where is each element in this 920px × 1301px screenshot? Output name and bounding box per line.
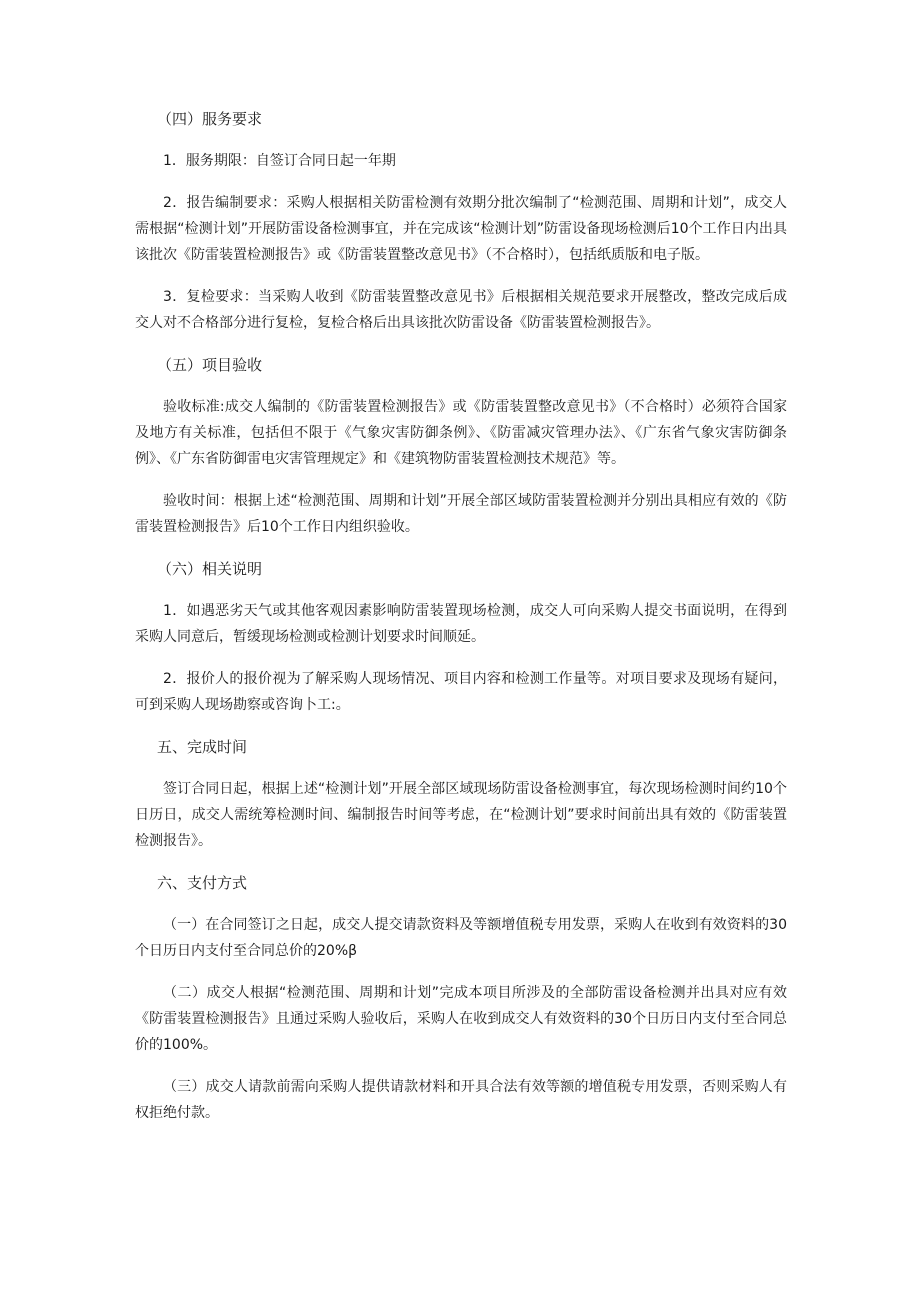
paragraph-payment-3: （三）成交人请款前需向采购人提供请款材料和开具合法有效等额的增值税专用发票，否则采购人有权拒绝付款。 [135,1079,787,1121]
section-heading-payment: 六、支付方式 [157,874,248,892]
paragraph-report-requirements: 2．报告编制要求：采购人根据相关防雷检测有效期分批次编制了“检测范围、周期和计划”，成交人需根据“检测计划”开展防雷设备检测事宜，并在完成该“检测计划”防雷设备现场检测后10个工作日内出具该批次《防雷装置检测报告》或《防雷装置整改意见书》（不合格时），包括纸质版和电子版。 [135,195,787,263]
paragraph-completion-time: 签订合同日起，根据上述“检测计划”开展全部区域现场防雷设备检测事宜，每次现场检测时间约10个日历日，成交人需统筹检测时间、编制报告时间等考虑，在“检测计划”要求时间前出具有效的《防雷装置检测报告》。 [135,781,787,849]
paragraph-recheck-requirements: 3．复检要求：当采购人收到《防雷装置整改意见书》后根据相关规范要求开展整改，整改完成后成交人对不合格部分进行复检，复检合格后出具该批次防雷设备《防雷装置检测报告》。 [135,289,787,331]
paragraph-acceptance-time: 验收时间：根据上述“检测范围、周期和计划”开展全部区域防雷装置检测并分别出具相应有效的《防雷装置检测报告》后10个工作日内组织验收。 [135,493,787,535]
document-page [135,106,787,1142]
paragraph-quote-note: 2．报价人的报价视为了解采购人现场情况、项目内容和检测工作量等。对项目要求及现场有疑问，可到采购人现场勘察或咨询卜工:。 [135,671,787,713]
paragraph-weather-note: 1．如遇恶劣天气或其他客观因素影响防雷装置现场检测，成交人可向采购人提交书面说明，在得到采购人同意后，暂缓现场检测或检测计划要求时间顺延。 [135,603,787,645]
section-heading-service-requirements: （四）服务要求 [157,110,263,128]
section-heading-completion-time: 五、完成时间 [157,738,248,756]
paragraph-payment-1: （一）在合同签订之日起，成交人提交请款资料及等额增值税专用发票，采购人在收到有效资料的30个日历日内支付至合同总价的20%β [135,917,787,959]
paragraph-payment-2: （二）成交人根据“检测范围、周期和计划”完成本项目所涉及的全部防雷设备检测并出具对应有效《防雷装置检测报告》且通过采购人验收后，采购人在收到成交人有效资料的30个日历日内支付至合同总价的100%。 [135,985,787,1053]
section-heading-notes: （六）相关说明 [157,560,263,578]
paragraph-service-period: 1．服务期限：自签订合同日起一年期 [163,153,396,169]
section-heading-acceptance: （五）项目验收 [157,356,263,374]
paragraph-acceptance-standard: 验收标准:成交人编制的《防雷装置检测报告》或《防雷装置整改意见书》（不合格时）必须符合国家及地方有关标准，包括但不限于《气象灾害防御条例》、《防雷减灾管理办法》、《广东省气象灾害防御条例》、《广东省防御雷电灾害管理规定》和《建筑物防雷装置检测技术规范》等。 [135,399,787,467]
